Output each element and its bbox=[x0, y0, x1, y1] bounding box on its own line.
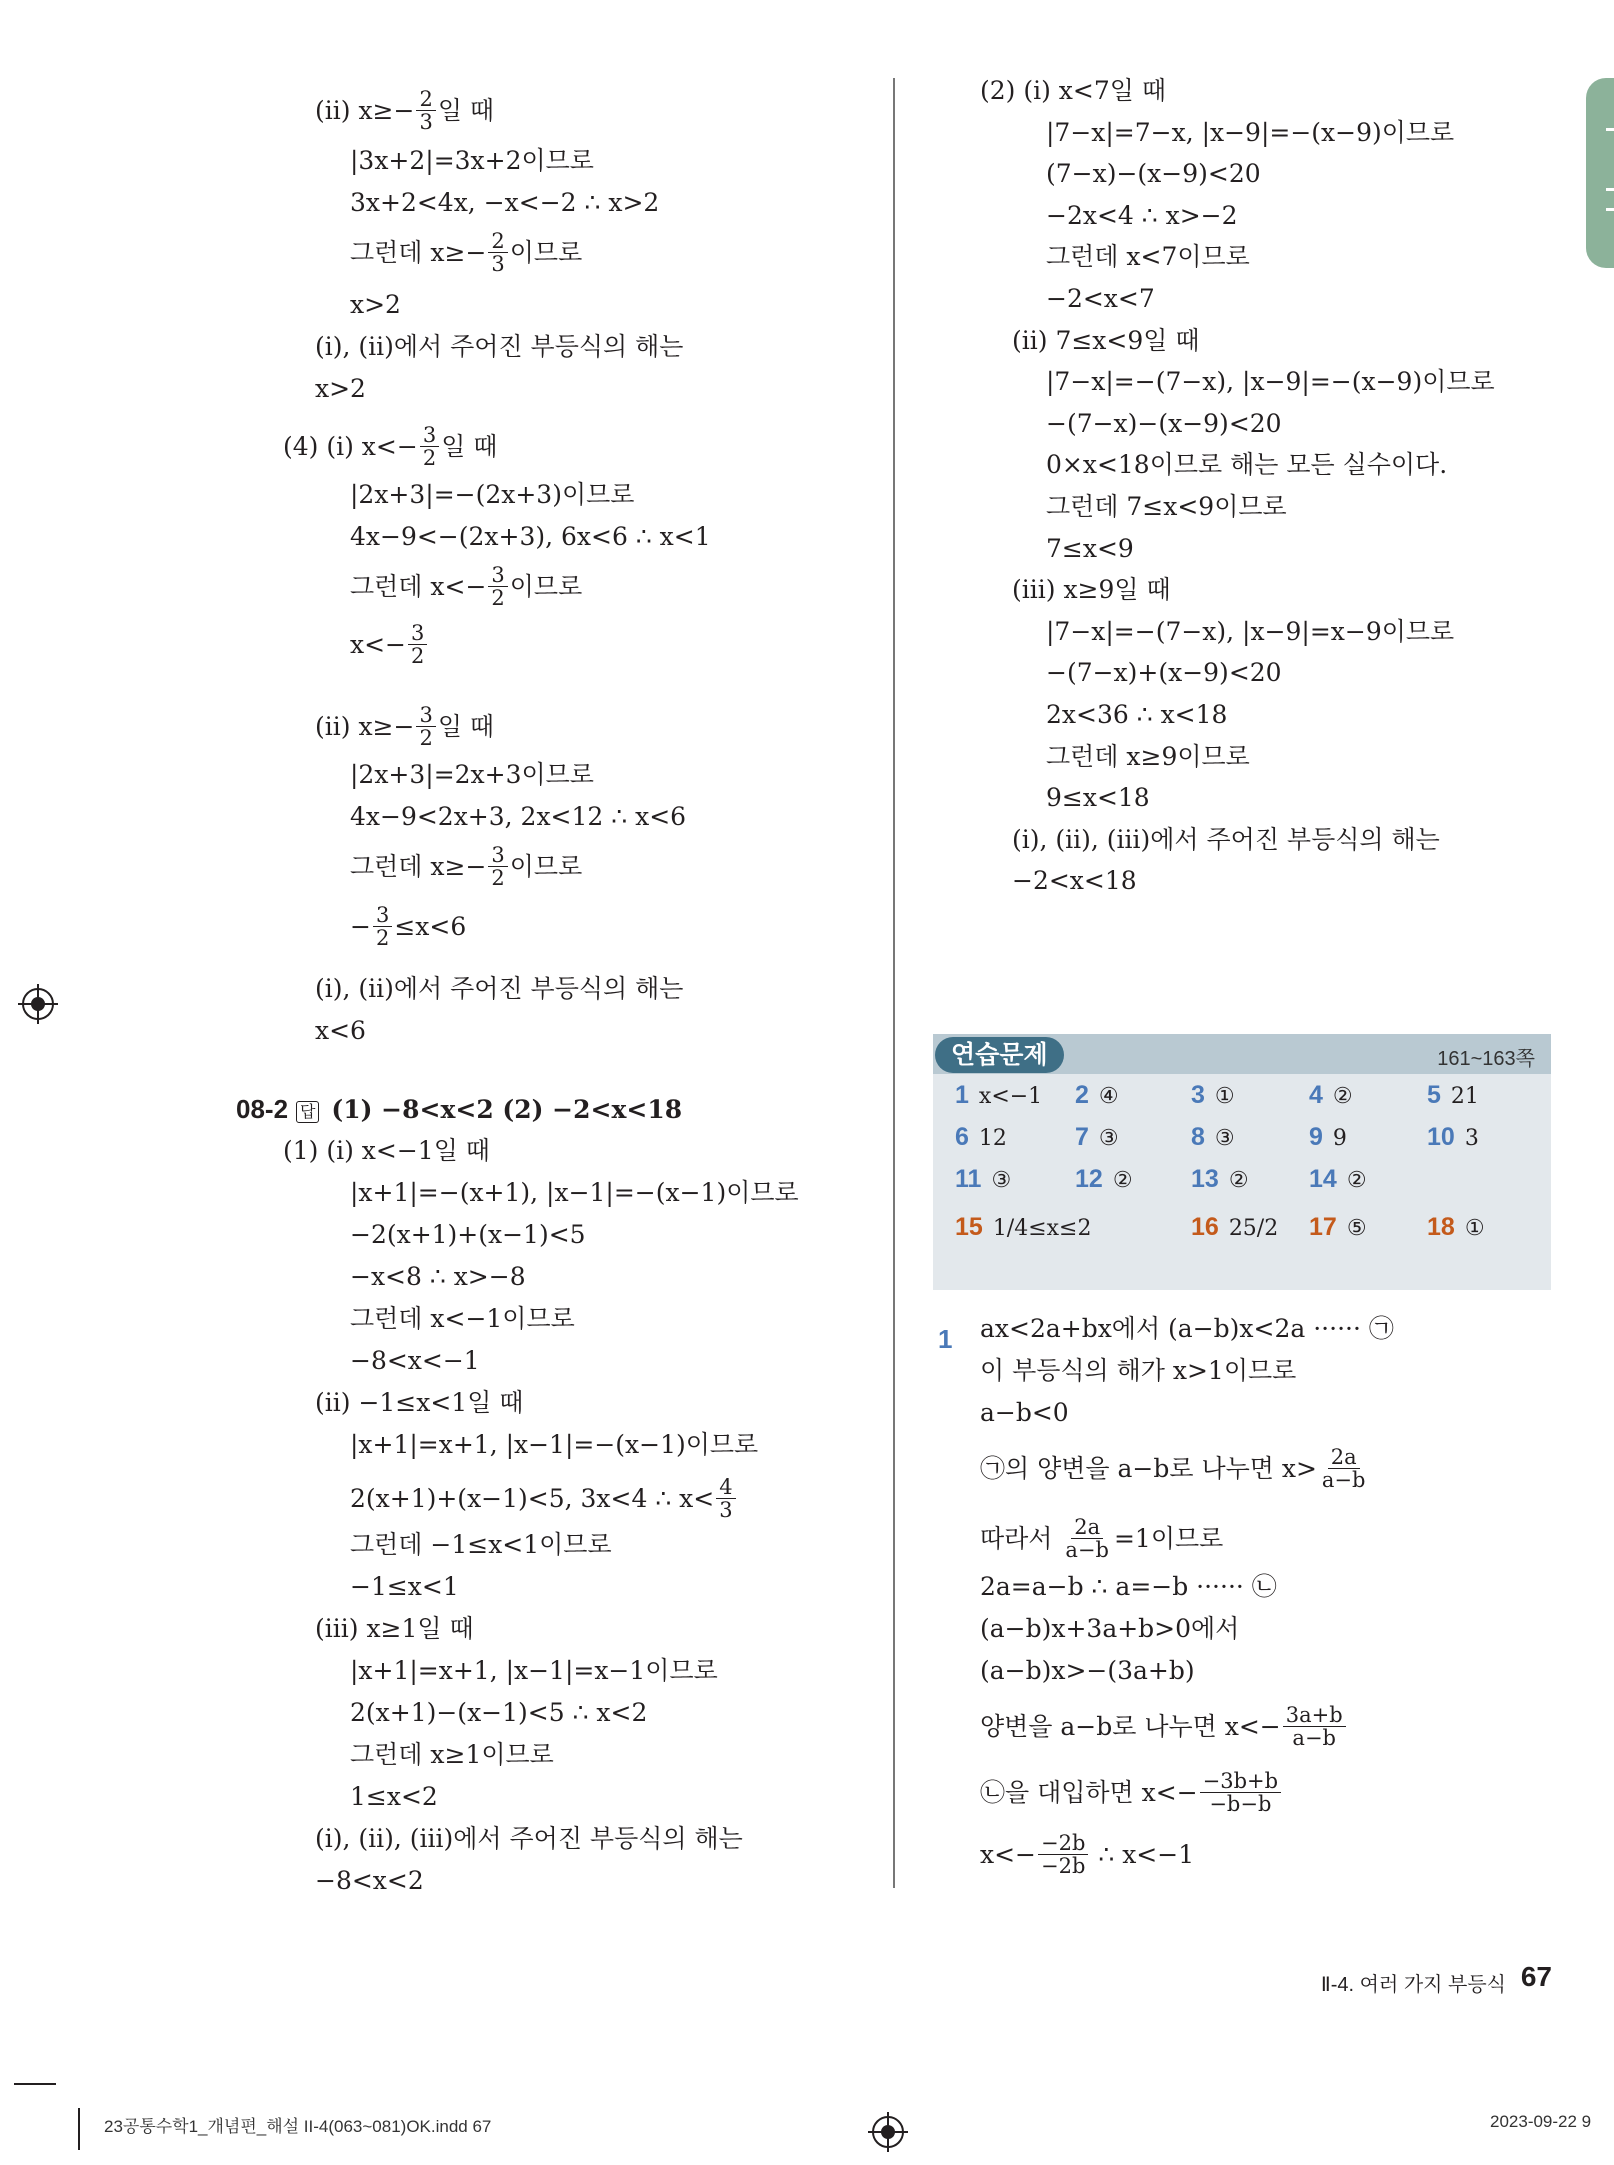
math-line bbox=[980, 1356, 1296, 1386]
line-text: (ⅲ) x≥9일 때 bbox=[1012, 575, 1171, 605]
practice-answer-value: ② bbox=[1112, 1168, 1133, 1193]
math-line bbox=[980, 1703, 1348, 1751]
answer-text: (1) −8<x<2 (2) −2<x<18 bbox=[331, 1095, 683, 1124]
practice-answer-number: 4 bbox=[1309, 1081, 1323, 1109]
practice-answer-value: ② bbox=[1332, 1084, 1353, 1109]
practice-answer-item bbox=[955, 1164, 1011, 1196]
line-text: (ⅱ) 7≤x<9일 때 bbox=[1012, 325, 1200, 355]
line-text: x>2 bbox=[350, 290, 401, 319]
chapter-side-tab bbox=[1586, 78, 1614, 268]
math-line bbox=[350, 1475, 738, 1523]
problem-number-08-2: 08-2 bbox=[236, 1094, 289, 1124]
fraction bbox=[373, 904, 392, 949]
answer-tag: 답 bbox=[296, 1101, 319, 1123]
fraction-numerator: 3 bbox=[488, 844, 507, 867]
practice-answer-item bbox=[1191, 1080, 1235, 1112]
practice-answer-value: x<−1 bbox=[978, 1084, 1043, 1109]
math-line bbox=[350, 1430, 758, 1460]
math-line bbox=[350, 1698, 647, 1728]
math-line bbox=[350, 802, 686, 832]
line-text: −1≤x<1 bbox=[350, 1572, 459, 1601]
practice-answer-value: 12 bbox=[978, 1126, 1007, 1151]
math-line bbox=[980, 1445, 1370, 1493]
math-line bbox=[315, 1866, 424, 1896]
math-line bbox=[315, 703, 495, 751]
math-line bbox=[350, 480, 634, 510]
practice-answer-box bbox=[933, 1034, 1551, 1290]
line-text: 이 부등식의 해가 x>1이므로 bbox=[980, 1356, 1297, 1385]
math-line bbox=[350, 188, 659, 218]
line-text: (ⅱ) x≥− bbox=[315, 712, 415, 741]
math-line bbox=[980, 1398, 1069, 1428]
math-line bbox=[315, 1388, 523, 1418]
math-line bbox=[315, 332, 683, 362]
math-line bbox=[980, 1614, 1239, 1644]
practice-answer-value: ③ bbox=[1214, 1126, 1235, 1151]
practice-header bbox=[933, 1034, 1551, 1074]
crop-mark bbox=[14, 2083, 56, 2085]
practice-answer-value: 21 bbox=[1450, 1084, 1479, 1109]
math-line bbox=[350, 1530, 612, 1560]
math-line bbox=[315, 87, 495, 135]
practice-answer-item bbox=[1075, 1080, 1119, 1112]
line-text: 그런데 −1≤x<1이므로 bbox=[350, 1530, 612, 1559]
practice-answer-item bbox=[1191, 1212, 1278, 1244]
practice-answer-number: 2 bbox=[1075, 1081, 1089, 1109]
math-line bbox=[350, 1782, 438, 1812]
practice-answer-number: 15 bbox=[955, 1213, 983, 1241]
practice-answer-number: 12 bbox=[1075, 1165, 1103, 1193]
line-text: 2(x+1)−(x−1)<5 ∴ x<2 bbox=[350, 1698, 648, 1727]
math-line bbox=[1012, 825, 1440, 855]
fraction-denominator: 3 bbox=[419, 110, 433, 134]
practice-answer-number: 8 bbox=[1191, 1123, 1205, 1151]
line-text: 그런데 x≥− bbox=[350, 852, 487, 881]
line-text: −2(x+1)+(x−1)<5 bbox=[350, 1220, 586, 1249]
practice-title: 연습문제 bbox=[935, 1037, 1064, 1073]
line-text: (ⅱ) x≥− bbox=[315, 96, 415, 125]
fraction-numerator: −2b bbox=[1038, 1832, 1088, 1855]
line-text: ≤x<6 bbox=[394, 912, 467, 941]
math-line bbox=[980, 1656, 1195, 1686]
fraction-denominator: 2 bbox=[491, 866, 505, 890]
math-line bbox=[350, 563, 583, 611]
fraction-denominator: 2 bbox=[375, 926, 390, 950]
practice-answer-item bbox=[1191, 1164, 1249, 1196]
registration-mark-icon bbox=[22, 988, 54, 1020]
math-line bbox=[1046, 534, 1134, 564]
line-text: |7−x|=−(7−x), |x−9|=−(x−9)이므로 bbox=[1046, 367, 1495, 397]
practice-answer-value: ⑤ bbox=[1346, 1216, 1367, 1241]
practice-answer-value: ③ bbox=[991, 1168, 1012, 1193]
math-line bbox=[350, 1346, 480, 1376]
practice-answer-item bbox=[1075, 1122, 1119, 1154]
math-line bbox=[1046, 242, 1250, 272]
fraction bbox=[488, 844, 507, 889]
line-text: (2) (ⅰ) x<7일 때 bbox=[980, 76, 1167, 105]
fraction-numerator: 3 bbox=[408, 622, 427, 645]
math-line bbox=[1012, 326, 1200, 356]
fraction-denominator: 2 bbox=[411, 644, 425, 668]
practice-answer-value: ② bbox=[1228, 1168, 1249, 1193]
practice-answer-item bbox=[1309, 1080, 1353, 1112]
fraction-denominator: a−b bbox=[1321, 1468, 1366, 1492]
math-line bbox=[350, 146, 594, 176]
practice-answer-item bbox=[1427, 1122, 1479, 1154]
fraction bbox=[488, 230, 507, 275]
practice-answer-number: 16 bbox=[1191, 1213, 1219, 1241]
fraction bbox=[488, 564, 507, 609]
line-text: 일 때 bbox=[437, 712, 495, 741]
fraction-denominator: −2b bbox=[1041, 1854, 1086, 1878]
line-text: =1이므로 bbox=[1113, 1524, 1224, 1553]
fraction bbox=[1319, 1446, 1369, 1491]
crop-mark bbox=[78, 2108, 80, 2150]
fraction bbox=[408, 622, 427, 667]
line-text: −8<x<−1 bbox=[350, 1346, 480, 1375]
line-text: |x+1|=−(x+1), |x−1|=−(x−1)이므로 bbox=[350, 1178, 799, 1207]
line-text: (ⅱ) −1≤x<1일 때 bbox=[315, 1388, 524, 1417]
practice-answer-item bbox=[1191, 1122, 1235, 1154]
math-line bbox=[350, 522, 711, 552]
fraction-denominator: 2 bbox=[491, 586, 505, 610]
practice-answer-item bbox=[1309, 1212, 1367, 1244]
line-text: 그런데 x<− bbox=[350, 572, 487, 601]
practice-answer-value: 1/4≤x≤2 bbox=[992, 1216, 1092, 1241]
practice-answer-number: 18 bbox=[1427, 1213, 1455, 1241]
practice-answer-item bbox=[1427, 1212, 1485, 1244]
line-text: (ⅰ), (ⅱ), (ⅲ)에서 주어진 부등식의 해는 bbox=[1012, 824, 1440, 854]
fraction-denominator: a−b bbox=[1065, 1538, 1109, 1562]
column-divider bbox=[893, 78, 895, 1888]
practice-answer-value: ④ bbox=[1098, 1084, 1119, 1109]
line-text: 4x−9<−(2x+3), 6x<6 ∴ x<1 bbox=[350, 522, 711, 551]
math-line bbox=[315, 1614, 474, 1644]
line-text: 그런데 7≤x<9이므로 bbox=[1046, 492, 1287, 521]
fraction bbox=[1200, 1770, 1281, 1815]
math-line bbox=[1046, 409, 1282, 439]
line-text: 그런데 x<−1이므로 bbox=[350, 1304, 575, 1333]
line-text: −(7−x)+(x−9)<20 bbox=[1046, 658, 1282, 688]
line-text: 4x−9<2x+3, 2x<12 ∴ x<6 bbox=[350, 802, 687, 831]
line-text: 일 때 bbox=[437, 96, 495, 125]
line-text: x<− bbox=[350, 630, 406, 659]
line-text: (4) (ⅰ) x<− bbox=[283, 432, 418, 461]
fraction bbox=[416, 704, 435, 749]
math-line bbox=[980, 1314, 1394, 1344]
line-text: −2x<4 ∴ x>−2 bbox=[1046, 200, 1238, 230]
fraction-denominator: 3 bbox=[719, 1498, 733, 1522]
line-text: |x+1|=x+1, |x−1|=x−1이므로 bbox=[350, 1656, 718, 1685]
line-text: −2<x<7 bbox=[1046, 284, 1155, 313]
math-line bbox=[1046, 118, 1454, 148]
fraction-numerator: 2a bbox=[1328, 1446, 1360, 1469]
solution-number: 1 bbox=[938, 1324, 953, 1354]
math-line bbox=[283, 1136, 490, 1166]
line-text: |2x+3|=−(2x+3)이므로 bbox=[350, 480, 635, 509]
math-line bbox=[350, 843, 583, 891]
line-text: 그런데 x≥1이므로 bbox=[350, 1740, 554, 1769]
line-text: (1) (ⅰ) x<−1일 때 bbox=[283, 1136, 490, 1165]
practice-answer-value: ② bbox=[1346, 1168, 1367, 1193]
line-text: (ⅰ), (ⅱ)에서 주어진 부등식의 해는 bbox=[315, 974, 684, 1003]
line-text: 이므로 bbox=[509, 572, 583, 601]
line-text: |x+1|=x+1, |x−1|=−(x−1)이므로 bbox=[350, 1430, 759, 1459]
line-text: 2x<36 ∴ x<18 bbox=[1046, 700, 1228, 729]
line-text: |3x+2|=3x+2이므로 bbox=[350, 146, 594, 175]
line-text: 양변을 a−b로 나누면 x<− bbox=[980, 1712, 1281, 1741]
fraction-numerator: 2 bbox=[488, 230, 507, 253]
line-text: 7≤x<9 bbox=[1046, 533, 1134, 563]
math-line bbox=[350, 1178, 799, 1208]
line-text: x<6 bbox=[315, 1016, 366, 1045]
line-text: 2a=a−b ∴ a=−b ······ ㉡ bbox=[980, 1572, 1277, 1601]
practice-answer-number: 1 bbox=[955, 1081, 969, 1109]
line-text: −x<8 ∴ x>−8 bbox=[350, 1262, 526, 1291]
line-text: 9≤x<18 bbox=[1046, 783, 1150, 813]
fraction bbox=[416, 88, 435, 133]
line-text: 3x+2<4x, −x<−2 ∴ x>2 bbox=[350, 188, 660, 217]
math-line bbox=[980, 1515, 1224, 1563]
practice-answer-item bbox=[1309, 1164, 1367, 1196]
line-text: −(7−x)−(x−9)<20 bbox=[1046, 408, 1282, 438]
line-text: − bbox=[350, 912, 371, 941]
practice-answer-number: 11 bbox=[955, 1165, 982, 1193]
line-text: a−b<0 bbox=[980, 1398, 1069, 1427]
line-text: ㉠의 양변을 a−b로 나누면 x> bbox=[980, 1454, 1317, 1483]
math-line bbox=[1046, 450, 1447, 480]
line-text: (ⅰ), (ⅱ)에서 주어진 부등식의 해는 bbox=[315, 332, 684, 361]
math-line bbox=[315, 1016, 366, 1046]
practice-answer-number: 10 bbox=[1427, 1123, 1455, 1151]
math-line bbox=[1046, 284, 1155, 314]
math-line bbox=[350, 1304, 575, 1334]
line-text: (ⅲ) x≥1일 때 bbox=[315, 1614, 474, 1643]
math-line bbox=[350, 621, 429, 669]
practice-answer-item bbox=[1309, 1122, 1347, 1154]
line-text: x>2 bbox=[315, 374, 366, 403]
fraction bbox=[420, 424, 439, 469]
practice-answer-number: 3 bbox=[1191, 1081, 1205, 1109]
practice-answer-item bbox=[955, 1212, 1092, 1244]
line-text: 따라서 bbox=[980, 1524, 1061, 1553]
fraction-numerator: 2a bbox=[1071, 1516, 1103, 1539]
math-line bbox=[1012, 575, 1171, 605]
page-number: 67 bbox=[1520, 1961, 1552, 1992]
line-text: ㉡을 대입하면 x<− bbox=[980, 1778, 1198, 1807]
line-text: ax<2a+bx에서 (a−b)x<2a ······ ㉠ bbox=[980, 1314, 1394, 1343]
math-line bbox=[980, 1831, 1195, 1879]
line-text: 이므로 bbox=[509, 238, 583, 267]
practice-answer-value: ① bbox=[1464, 1216, 1485, 1241]
practice-answer-item bbox=[955, 1080, 1042, 1112]
fraction-denominator: −b−b bbox=[1209, 1792, 1272, 1816]
practice-answer-number: 9 bbox=[1309, 1123, 1323, 1151]
math-line bbox=[350, 760, 594, 790]
fraction-numerator: 2 bbox=[416, 88, 435, 111]
math-line bbox=[1046, 783, 1150, 813]
math-line bbox=[283, 423, 498, 471]
fraction-numerator: 3 bbox=[416, 704, 435, 727]
line-text: (a−b)x>−(3a+b) bbox=[980, 1656, 1195, 1685]
line-text: 일 때 bbox=[441, 432, 498, 461]
fraction-denominator: a−b bbox=[1292, 1726, 1336, 1750]
registration-mark-icon bbox=[872, 2116, 904, 2148]
line-text: 0×x<18이므로 해는 모든 실수이다. bbox=[1046, 450, 1448, 480]
fraction-denominator: 2 bbox=[422, 446, 437, 470]
math-line bbox=[980, 1572, 1277, 1602]
math-line bbox=[1046, 492, 1287, 522]
math-line bbox=[350, 1740, 554, 1770]
math-line bbox=[350, 1572, 459, 1602]
math-line bbox=[350, 290, 401, 320]
practice-answer-value: 9 bbox=[1332, 1126, 1347, 1151]
math-line bbox=[315, 374, 366, 404]
fraction-denominator: 2 bbox=[419, 726, 433, 750]
line-text: (a−b)x+3a+b>0에서 bbox=[980, 1614, 1240, 1643]
practice-answer-value: ① bbox=[1214, 1084, 1235, 1109]
line-text: x<− bbox=[980, 1840, 1036, 1869]
line-text: 2(x+1)+(x−1)<5, 3x<4 ∴ x< bbox=[350, 1484, 715, 1513]
line-text: 그런데 x<7이므로 bbox=[1046, 242, 1250, 272]
fraction-numerator: 4 bbox=[716, 1476, 735, 1499]
math-line bbox=[350, 229, 583, 277]
footer-chapter-title: Ⅱ-4. 여러 가지 부등식 bbox=[1320, 1974, 1506, 1996]
line-text: ∴ x<−1 bbox=[1090, 1840, 1195, 1869]
practice-page-range: 161~163쪽 bbox=[1437, 1048, 1535, 1070]
practice-answer-item bbox=[955, 1122, 1007, 1154]
practice-answer-item bbox=[1427, 1080, 1479, 1112]
line-text: −2<x<18 bbox=[1012, 866, 1137, 896]
math-line bbox=[1046, 159, 1261, 189]
math-line bbox=[350, 1656, 718, 1686]
math-line bbox=[350, 1220, 586, 1250]
practice-answer-number: 6 bbox=[955, 1123, 969, 1151]
fraction-numerator: 3 bbox=[420, 424, 439, 447]
line-text: (ⅰ), (ⅱ), (ⅲ)에서 주어진 부등식의 해는 bbox=[315, 1824, 743, 1853]
practice-answer-number: 14 bbox=[1309, 1165, 1337, 1193]
math-line bbox=[1046, 201, 1238, 231]
practice-answer-item bbox=[1075, 1164, 1133, 1196]
line-text: 그런데 x≥− bbox=[350, 238, 487, 267]
line-text: 그런데 x≥9이므로 bbox=[1046, 741, 1250, 771]
answer-line-08-2 bbox=[236, 1094, 682, 1125]
practice-answer-number: 17 bbox=[1309, 1213, 1337, 1241]
practice-answer-number: 13 bbox=[1191, 1165, 1219, 1193]
math-line bbox=[980, 1769, 1283, 1817]
practice-answer-number: 5 bbox=[1427, 1081, 1441, 1109]
fraction bbox=[1062, 1516, 1112, 1561]
math-line bbox=[1046, 742, 1250, 772]
math-line bbox=[1012, 866, 1137, 896]
math-line bbox=[1046, 617, 1454, 647]
practice-answer-value: 3 bbox=[1464, 1126, 1479, 1151]
math-line bbox=[315, 1824, 743, 1854]
practice-answer-value: ③ bbox=[1098, 1126, 1119, 1151]
math-line bbox=[350, 1262, 526, 1292]
math-line bbox=[1046, 658, 1282, 688]
math-line bbox=[1046, 367, 1495, 397]
fraction bbox=[1038, 1832, 1088, 1877]
line-text: −8<x<2 bbox=[315, 1866, 424, 1895]
line-text: |7−x|=7−x, |x−9|=−(x−9)이므로 bbox=[1046, 117, 1455, 147]
fraction-numerator: −3b+b bbox=[1200, 1770, 1281, 1793]
practice-answer-value: 25/2 bbox=[1228, 1216, 1279, 1241]
line-text: (7−x)−(x−9)<20 bbox=[1046, 159, 1261, 189]
print-slug-date: 2023-09-22 9 bbox=[1490, 2112, 1592, 2131]
line-text: |2x+3|=2x+3이므로 bbox=[350, 760, 594, 789]
practice-answer-number: 7 bbox=[1075, 1123, 1089, 1151]
fraction bbox=[716, 1476, 735, 1521]
line-text: |7−x|=−(7−x), |x−9|=x−9이므로 bbox=[1046, 616, 1455, 646]
math-line bbox=[1046, 700, 1227, 730]
line-text: 이므로 bbox=[509, 852, 583, 881]
fraction-numerator: 3 bbox=[488, 564, 507, 587]
math-line bbox=[980, 76, 1166, 106]
fraction-denominator: 3 bbox=[491, 252, 505, 276]
print-slug-file: 23공통수학1_개념편_해설 II-4(063~081)OK.indd 67 bbox=[104, 2117, 492, 2136]
math-line bbox=[350, 903, 467, 951]
math-line bbox=[315, 974, 683, 1004]
fraction-numerator: 3 bbox=[373, 904, 392, 927]
line-text: 1≤x<2 bbox=[350, 1782, 438, 1811]
fraction-numerator: 3a+b bbox=[1283, 1704, 1346, 1727]
fraction bbox=[1283, 1704, 1346, 1749]
